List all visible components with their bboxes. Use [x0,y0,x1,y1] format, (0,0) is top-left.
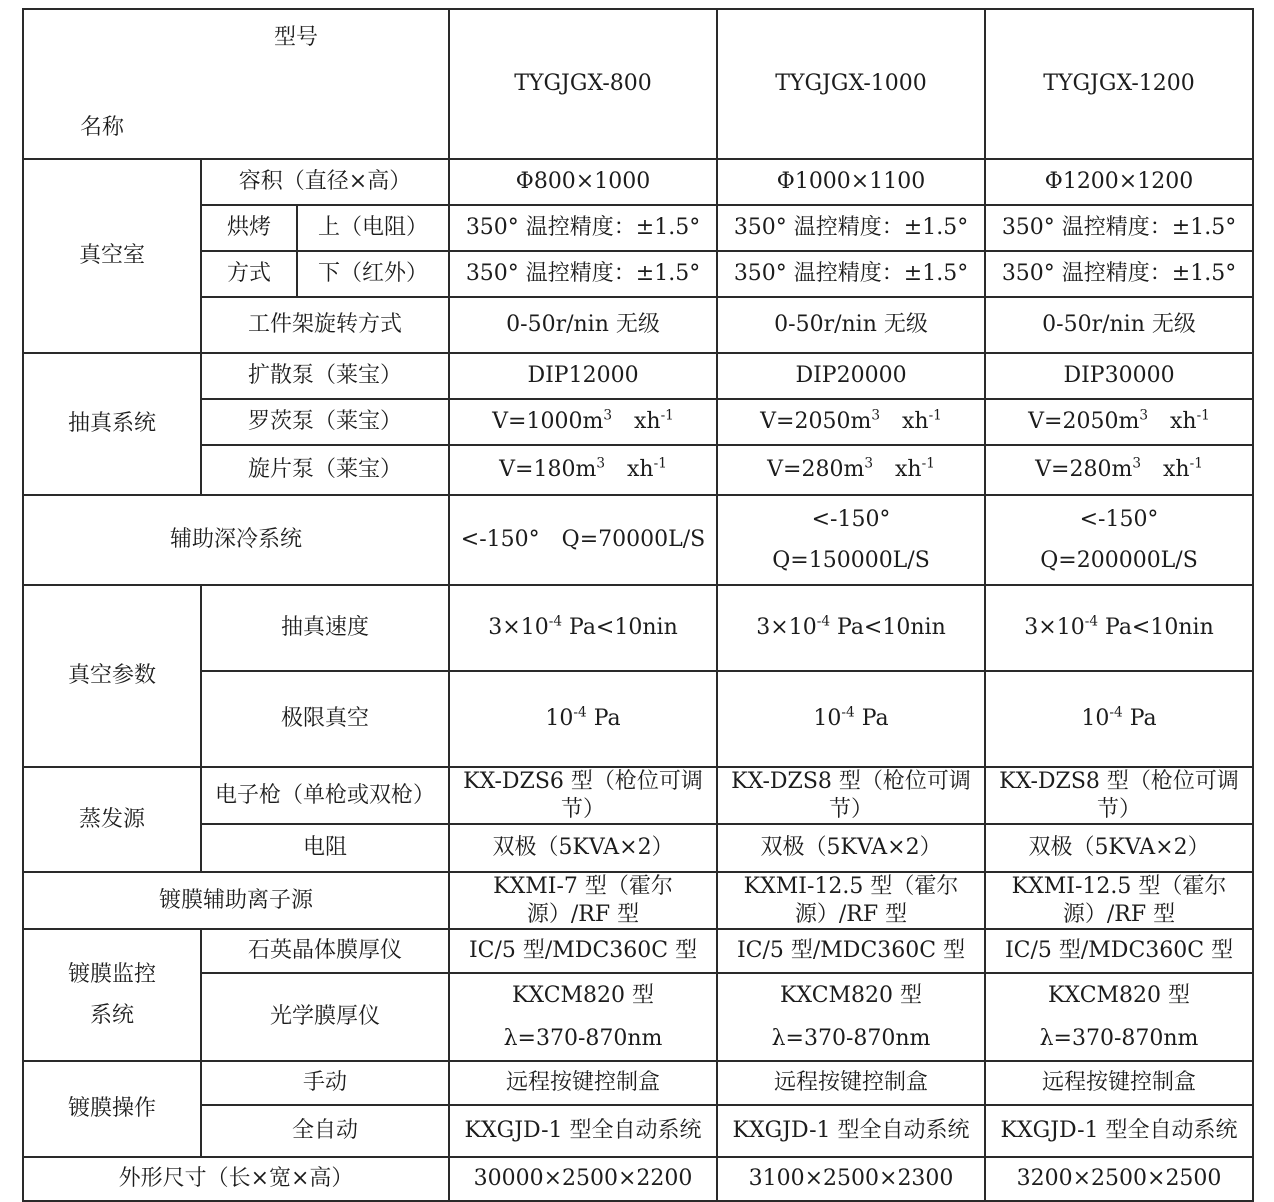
pumping-group: 抽真系统 [23,353,201,495]
rack-rotation-1200: 0-50r/nin 无级 [985,297,1253,353]
table-row [23,297,1253,353]
optical-1200: KXCM820 型 λ=370-870nm [985,973,1253,1061]
auto-1200: KXGJD-1 型全自动系统 [985,1105,1253,1157]
cryo-1000: <-150° Q=150000L/S [717,495,985,585]
baking-upper-800: 350° 温控精度：±1.5° [449,205,717,251]
table-row [23,205,1253,251]
operation-group: 镀膜操作 [23,1061,201,1157]
ultimate-1200: $10^{-4}$ Pa [985,671,1253,767]
ion-source-800: KXMI-7 型（霍尔源）/RF 型 [449,872,717,929]
ion-source-label: 镀膜辅助离子源 [23,872,449,929]
table-row [23,872,1253,929]
table-row [23,929,1253,973]
table-row [23,1105,1253,1157]
table-row [23,445,1253,495]
baking-upper-1000: 350° 温控精度：±1.5° [717,205,985,251]
auto-label: 全自动 [201,1105,449,1157]
quartz-1000: IC/5 型/MDC360C 型 [717,929,985,973]
dimensions-800: 30000×2500×2200 [449,1157,717,1201]
volume-label: 容积（直径×高） [201,159,449,205]
quartz-800: IC/5 型/MDC360C 型 [449,929,717,973]
volume-1000: Φ1000×1100 [717,159,985,205]
optical-800: KXCM820 型 λ=370-870nm [449,973,717,1061]
manual-label: 手动 [201,1061,449,1105]
table-row [23,1157,1253,1201]
auto-800: KXGJD-1 型全自动系统 [449,1105,717,1157]
baking-lower-1200: 350° 温控精度：±1.5° [985,251,1253,297]
cryo-800: <-150° Q=70000L/S [449,495,717,585]
model-label: 型号 [274,25,319,50]
model-800: TYGJGX-800 [449,9,717,159]
table-row [23,767,1253,824]
diffusion-1000: DIP20000 [717,353,985,399]
optical-label: 光学膜厚仪 [201,973,449,1061]
header-corner-cell [23,9,449,159]
resistance-label: 电阻 [201,824,449,872]
vacuum-chamber-group: 真空室 [23,159,201,353]
electron-gun-label: 电子枪（单枪或双枪） [201,767,449,824]
pump-speed-1200: $3\times 10^{-4}$ Pa<10nin [985,585,1253,671]
rotary-pump-label: 旋片泵（莱宝） [201,445,449,495]
baking-upper-1200: 350° 温控精度：±1.5° [985,205,1253,251]
dimensions-1200: 3200×2500×2500 [985,1157,1253,1201]
resistance-1000: 双极（5KVA×2） [717,824,985,872]
name-label: 名称 [80,115,125,140]
model-1200: TYGJGX-1200 [985,9,1253,159]
gun-1200: KX-DZS8 型（枪位可调节） [985,767,1253,824]
evaporation-group: 蒸发源 [23,767,201,872]
vacuum-params-group: 真空参数 [23,585,201,767]
table-row [23,399,1253,445]
diffusion-1200: DIP30000 [985,353,1253,399]
volume-1200: Φ1200×1200 [985,159,1253,205]
baking-label-2: 方式 [201,251,297,297]
rotary-800: $V=180m^3$ $xh^{-1}$ [449,445,717,495]
table-row [23,973,1253,1061]
manual-1000: 远程按键控制盒 [717,1061,985,1105]
rack-rotation-1000: 0-50r/nin 无级 [717,297,985,353]
baking-upper-label: 上（电阻） [297,205,449,251]
table-row [23,585,1253,671]
table-row [23,1061,1253,1105]
quartz-label: 石英晶体膜厚仪 [201,929,449,973]
quartz-1200: IC/5 型/MDC360C 型 [985,929,1253,973]
ion-source-1000: KXMI-12.5 型（霍尔源）/RF 型 [717,872,985,929]
rack-rotation-label: 工件架旋转方式 [201,297,449,353]
roots-800: $V=1000m^3$ $xh^{-1}$ [449,399,717,445]
table-row [23,353,1253,399]
volume-800: Φ800×1000 [449,159,717,205]
cryo-1200: <-150° Q=200000L/S [985,495,1253,585]
cryo-label: 辅助深冷系统 [23,495,449,585]
ultimate-vacuum-label: 极限真空 [201,671,449,767]
pump-speed-1000: $3\times 10^{-4}$ Pa<10nin [717,585,985,671]
gun-1000: KX-DZS8 型（枪位可调节） [717,767,985,824]
table-row [23,495,1253,585]
model-1000: TYGJGX-1000 [717,9,985,159]
spec-table [22,8,1254,1202]
diffusion-800: DIP12000 [449,353,717,399]
resistance-1200: 双极（5KVA×2） [985,824,1253,872]
manual-1200: 远程按键控制盒 [985,1061,1253,1105]
monitoring-group: 镀膜监控 系统 [23,929,201,1061]
table-row [23,671,1253,767]
table-row [23,159,1253,205]
roots-pump-label: 罗茨泵（莱宝） [201,399,449,445]
roots-1200: $V=2050m^3$ $xh^{-1}$ [985,399,1253,445]
pump-speed-800: $3\times 10^{-4}$ Pa<10nin [449,585,717,671]
ultimate-800: $10^{-4}$ Pa [449,671,717,767]
dimensions-label: 外形尺寸（长×宽×高） [23,1157,449,1201]
diffusion-pump-label: 扩散泵（莱宝） [201,353,449,399]
baking-lower-800: 350° 温控精度：±1.5° [449,251,717,297]
ultimate-1000: $10^{-4}$ Pa [717,671,985,767]
baking-label-1: 烘烤 [201,205,297,251]
table-row [23,824,1253,872]
pump-speed-label: 抽真速度 [201,585,449,671]
baking-lower-1000: 350° 温控精度：±1.5° [717,251,985,297]
optical-1000: KXCM820 型 λ=370-870nm [717,973,985,1061]
spec-sheet [22,8,1252,1192]
rotary-1200: $V=280m^3$ $xh^{-1}$ [985,445,1253,495]
rack-rotation-800: 0-50r/nin 无级 [449,297,717,353]
gun-800: KX-DZS6 型（枪位可调节） [449,767,717,824]
baking-lower-label: 下（红外） [297,251,449,297]
manual-800: 远程按键控制盒 [449,1061,717,1105]
ion-source-1200: KXMI-12.5 型（霍尔源）/RF 型 [985,872,1253,929]
dimensions-1000: 3100×2500×2300 [717,1157,985,1201]
auto-1000: KXGJD-1 型全自动系统 [717,1105,985,1157]
rotary-1000: $V=280m^3$ $xh^{-1}$ [717,445,985,495]
resistance-800: 双极（5KVA×2） [449,824,717,872]
table-row [23,251,1253,297]
header-row [23,9,1253,159]
roots-1000: $V=2050m^3$ $xh^{-1}$ [717,399,985,445]
